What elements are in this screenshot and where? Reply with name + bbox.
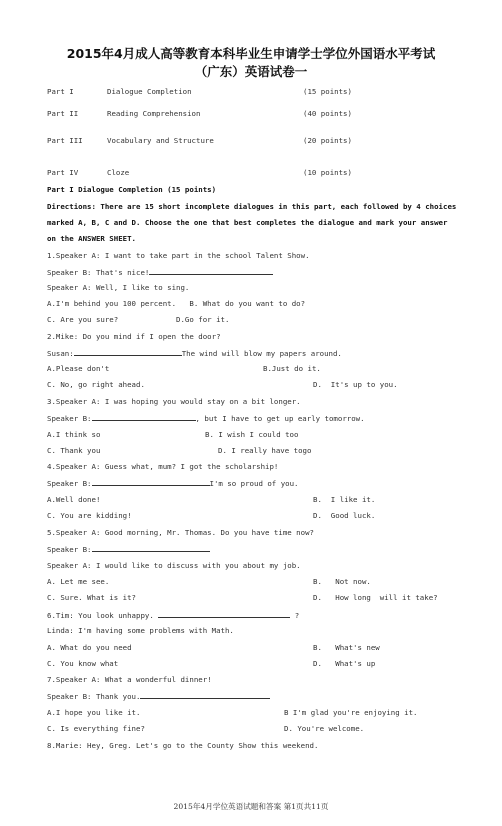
dialogue-line: 8.Marie: Hey, Greg. Let's go to the County Show this weekend. (47, 741, 319, 750)
option-d: D. It's up to you. (313, 380, 398, 389)
dialogue-line: Speaker B: (47, 544, 210, 554)
option-c: C. Is everything fine? (47, 724, 145, 733)
options-line: A.I'm behind you 100 percent. B. What do you want to do? (47, 299, 306, 308)
option-b: B. I like it. (313, 495, 376, 504)
part-number: Part I (47, 87, 74, 96)
answer-blank (140, 691, 270, 699)
part-points: (10 points) (303, 168, 352, 177)
option-d: D. Good luck. (313, 511, 376, 520)
dialogue-line: Speaker A: I would like to discuss with you about my job. (47, 561, 301, 570)
part-points: (20 points) (303, 136, 352, 145)
option-b: B.Just do it. (263, 364, 321, 373)
part-points: (40 points) (303, 109, 352, 118)
option-b: B. I wish I could too (205, 430, 299, 439)
part-name: Vocabulary and Structure (107, 136, 214, 145)
option-c: C. Sure. What is it? (47, 593, 136, 602)
title-line-1: 2015年4月成人高等教育本科毕业生申请学士学位外国语水平考试 (66, 46, 436, 61)
section-heading: Part I Dialogue Completion (15 points) (47, 185, 217, 194)
part-name: Cloze (107, 168, 130, 177)
part-name: Reading Comprehension (107, 109, 201, 118)
options-line: C. Are you sure? D.Go for it. (47, 315, 230, 324)
dialogue-line: 3.Speaker A: I was hoping you would stay on a bit longer. (47, 397, 301, 406)
option-a: A.I hope you like it. (47, 708, 141, 717)
option-c: C. You know what (47, 659, 119, 668)
option-a: A.Well done! (47, 495, 101, 504)
section-directions: Directions: There are 15 short incomplete dialogues in this part, each followed by 4 choices marked A, B, C and D. Choose the one that best completes the dialogue and mark your answer on the ANSWER SHEET. (47, 202, 457, 243)
option-d: D. You're welcome. (284, 724, 365, 733)
answer-blank (149, 267, 273, 275)
title-line-2: （广东）英语试卷一 (194, 64, 308, 79)
dialogue-line: 7.Speaker A: What a wonderful dinner! (47, 675, 212, 684)
page-footer: 2015年4月学位英语试题和答案 第1页共11页 (173, 802, 329, 811)
option-d: D. How long will it take? (313, 593, 438, 602)
dialogue-line: 1.Speaker A: I want to take part in the school Talent Show. (47, 251, 310, 260)
option-c: C. No, go right ahead. (47, 380, 145, 389)
option-d: D. I really have togo (218, 446, 312, 455)
part-name: Dialogue Completion (107, 87, 192, 96)
part-number: Part IV (47, 168, 79, 177)
dialogue-line: Susan: The wind will blow my papers around. (47, 349, 342, 358)
part-points: (15 points) (303, 87, 352, 96)
option-a: A.I think so (47, 430, 101, 439)
option-a: A. Let me see. (47, 577, 110, 586)
answer-blank (74, 348, 182, 356)
dialogue-line: Speaker B: , but I have to get up early tomorrow. (47, 414, 365, 423)
option-c: C. You are kidding! (47, 511, 132, 520)
option-b: B. What's new (313, 643, 380, 652)
option-b: B. Not now. (313, 577, 371, 586)
part-number: Part III (47, 136, 83, 145)
answer-blank (158, 610, 290, 618)
dialogue-line: Linda: I'm having some problems with Math. (47, 626, 234, 635)
answer-blank (92, 413, 196, 421)
option-a: A.Please don't (47, 364, 110, 373)
dialogue-line: Speaker B: I'm so proud of you. (47, 479, 299, 488)
dialogue-line: 2.Mike: Do you mind if I open the door? (47, 332, 221, 341)
dialogue-line: 5.Speaker A: Good morning, Mr. Thomas. Do you have time now? (47, 528, 314, 537)
answer-blank (92, 478, 210, 486)
dialogue-line: Speaker A: Well, I like to sing. (47, 283, 190, 292)
dialogue-line: 4.Speaker A: Guess what, mum? I got the scholarship! (47, 462, 279, 471)
dialogue-line: 6.Tim: You look unhappy. ? (47, 611, 300, 620)
dialogue-line: Speaker B: Thank you. (47, 691, 270, 701)
dialogue-line: Speaker B: That's nice! (47, 267, 273, 277)
option-d: D. What's up (313, 659, 376, 668)
option-c: C. Thank you (47, 446, 101, 455)
part-number: Part II (47, 109, 79, 118)
option-a: A. What do you need (47, 643, 132, 652)
answer-blank (92, 544, 210, 552)
option-b: B I'm glad you're enjoying it. (284, 708, 418, 717)
